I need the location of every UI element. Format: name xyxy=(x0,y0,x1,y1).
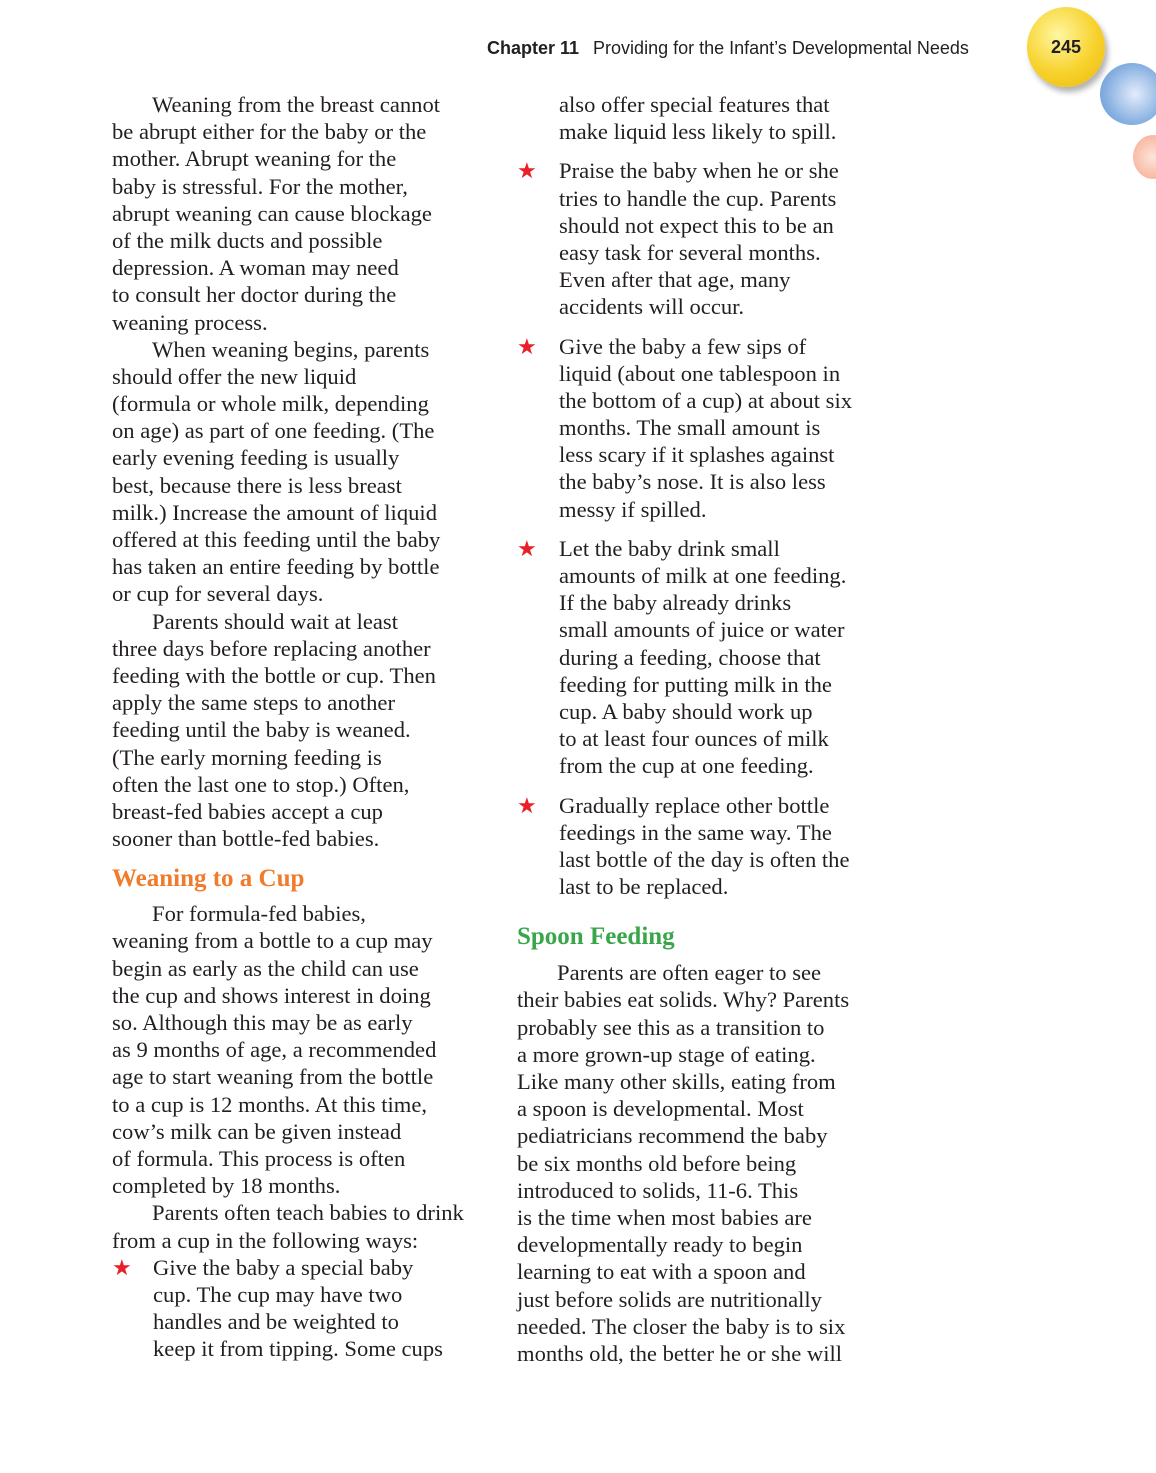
text-line: probably see this as a transition to xyxy=(517,1014,825,1040)
column-left xyxy=(112,91,482,1362)
text-line: on age) as part of one feeding. (The xyxy=(112,418,435,444)
text-line: cup. The cup may have two xyxy=(153,1281,403,1307)
text-line: of the milk ducts and possible xyxy=(112,227,383,253)
text-line: Parents should wait at least xyxy=(152,608,398,634)
text-line: completed by 18 months. xyxy=(112,1173,341,1199)
text-line: Give the baby a special baby xyxy=(153,1254,414,1280)
text-line: the cup and shows interest in doing xyxy=(112,982,431,1008)
page-number-badge: 245 xyxy=(1027,7,1105,87)
column-right xyxy=(517,91,897,1367)
text-line: When weaning begins, parents xyxy=(152,336,430,362)
text-line: If the baby already drinks xyxy=(559,590,792,616)
text-line: breast-fed babies accept a cup xyxy=(112,798,383,824)
text-line: Even after that age, many xyxy=(559,267,791,293)
text-line: from the cup at one feeding. xyxy=(559,753,814,779)
decorative-blue-circle xyxy=(1100,63,1156,125)
text-line: feedings in the same way. The xyxy=(559,819,832,845)
text-line: be six months old before being xyxy=(517,1150,797,1176)
text-line: last bottle of the day is often the xyxy=(559,846,850,872)
bullet-item xyxy=(517,792,897,901)
bullet-item xyxy=(112,1254,482,1363)
text-line: offered at this feeding until the baby xyxy=(112,527,441,552)
text-line: feeding for putting milk in the xyxy=(559,671,832,697)
text-line: feeding with the bottle or cup. Then xyxy=(112,662,436,688)
star-bullet-icon: ★ xyxy=(517,333,537,359)
section-heading: Weaning to a Cup xyxy=(112,865,305,893)
text-line: learning to eat with a spoon and xyxy=(517,1259,806,1285)
text-line: tries to handle the cup. Parents xyxy=(559,185,837,211)
text-line: begin as early as the child can use xyxy=(112,955,419,981)
text-line: pediatricians recommend the baby xyxy=(517,1123,828,1149)
text-line: baby is stressful. For the mother, xyxy=(112,173,408,199)
paragraph xyxy=(112,1199,482,1253)
decorative-pink-circle xyxy=(1133,135,1156,179)
bullet-item xyxy=(517,333,897,523)
text-line: months. The small amount is xyxy=(559,415,821,441)
section-heading: Spoon Feeding xyxy=(517,923,675,951)
text-line: amounts of milk at one feeding. xyxy=(559,563,847,588)
text-line: Like many other skills, eating from xyxy=(517,1069,836,1094)
text-line: just before solids are nutritionally xyxy=(517,1286,822,1312)
text-line: months old, the better he or she will xyxy=(517,1340,843,1366)
text-line: milk.) Increase the amount of liquid xyxy=(112,499,438,525)
text-line: Weaning from the breast cannot xyxy=(152,92,441,117)
text-line: Parents are often eager to see xyxy=(557,960,822,986)
text-line: should offer the new liquid xyxy=(112,363,357,389)
paragraph xyxy=(517,959,897,1367)
text-line: liquid (about one tablespoon in xyxy=(559,360,841,386)
text-line: or cup for several days. xyxy=(112,581,324,607)
text-line: to a cup is 12 months. At this time, xyxy=(112,1091,428,1117)
paragraph xyxy=(112,336,482,608)
bullet-item xyxy=(517,535,897,780)
text-line: should not expect this to be an xyxy=(559,212,834,238)
text-line: weaning from a bottle to a cup may xyxy=(112,928,433,954)
text-line: to at least four ounces of milk xyxy=(559,726,829,752)
paragraph xyxy=(517,91,897,145)
text-line: from a cup in the following ways: xyxy=(112,1227,419,1253)
text-line: Praise the baby when he or she xyxy=(559,158,839,184)
text-line: Gradually replace other bottle xyxy=(559,792,830,818)
paragraph xyxy=(112,91,482,336)
text-line: Parents often teach babies to drink xyxy=(152,1200,464,1226)
text-line: their babies eat solids. Why? Parents xyxy=(517,987,850,1013)
text-line: be abrupt either for the baby or the xyxy=(112,119,427,145)
text-line: a more grown-up stage of eating. xyxy=(517,1041,816,1067)
text-line: feeding until the baby is weaned. xyxy=(112,717,411,743)
text-line: last to be replaced. xyxy=(559,874,729,900)
text-line: small amounts of juice or water xyxy=(559,617,845,643)
text-line: easy task for several months. xyxy=(559,239,821,265)
text-line: the bottom of a cup) at about six xyxy=(559,387,853,413)
running-header xyxy=(487,38,969,59)
text-line: less scary if it splashes against xyxy=(559,442,835,468)
text-line: during a feeding, choose that xyxy=(559,644,821,670)
text-line: (formula or whole milk, depending xyxy=(112,391,429,417)
text-line: three days before replacing another xyxy=(112,635,431,661)
text-line: messy if spilled. xyxy=(559,496,707,522)
text-line: early evening feeding is usually xyxy=(112,445,400,471)
text-line: as 9 months of age, a recommended xyxy=(112,1037,437,1063)
text-line: apply the same steps to another xyxy=(112,690,395,716)
text-line: weaning process. xyxy=(112,309,268,335)
text-line: sooner than bottle-fed babies. xyxy=(112,826,380,852)
star-bullet-icon: ★ xyxy=(112,1254,132,1280)
text-line: introduced to solids, 11-6. This xyxy=(517,1177,799,1203)
text-line: also offer special features that xyxy=(559,92,830,117)
text-line: For formula-fed babies, xyxy=(152,901,366,927)
text-line: so. Although this may be as early xyxy=(112,1010,413,1035)
star-bullet-icon: ★ xyxy=(517,535,537,561)
text-line: needed. The closer the baby is to six xyxy=(517,1313,846,1339)
chapter-label: Chapter 11 xyxy=(487,38,580,58)
text-line: Let the baby drink small xyxy=(559,535,780,561)
text-line: make liquid less likely to spill. xyxy=(559,119,837,145)
text-line: abrupt weaning can cause blockage xyxy=(112,200,432,226)
text-line: cow’s milk can be given instead xyxy=(112,1118,402,1144)
text-line: is the time when most babies are xyxy=(517,1204,812,1230)
text-line: mother. Abrupt weaning for the xyxy=(112,146,397,172)
text-line: has taken an entire feeding by bottle xyxy=(112,554,440,580)
text-line: the baby’s nose. It is also less xyxy=(559,469,826,495)
bullet-item xyxy=(517,157,897,320)
text-line: developmentally ready to begin xyxy=(517,1232,803,1258)
text-line: often the last one to stop.) Often, xyxy=(112,771,410,797)
star-bullet-icon: ★ xyxy=(517,792,537,818)
text-line: a spoon is developmental. Most xyxy=(517,1096,804,1122)
text-line: Give the baby a few sips of xyxy=(559,333,807,359)
text-line: handles and be weighted to xyxy=(153,1309,399,1335)
text-line: accidents will occur. xyxy=(559,294,745,320)
text-line: cup. A baby should work up xyxy=(559,698,813,724)
text-line: of formula. This process is often xyxy=(112,1145,406,1171)
text-line: (The early morning feeding is xyxy=(112,744,382,770)
text-line: best, because there is less breast xyxy=(112,472,402,498)
paragraph xyxy=(112,900,482,1199)
paragraph xyxy=(112,608,482,853)
text-line: to consult her doctor during the xyxy=(112,282,397,308)
chapter-title: Providing for the Infant’s Developmental Needs xyxy=(593,38,969,58)
star-bullet-icon: ★ xyxy=(517,158,537,184)
text-line: depression. A woman may need xyxy=(112,255,399,281)
text-line: age to start weaning from the bottle xyxy=(112,1064,434,1090)
text-line: keep it from tipping. Some cups xyxy=(153,1336,443,1362)
